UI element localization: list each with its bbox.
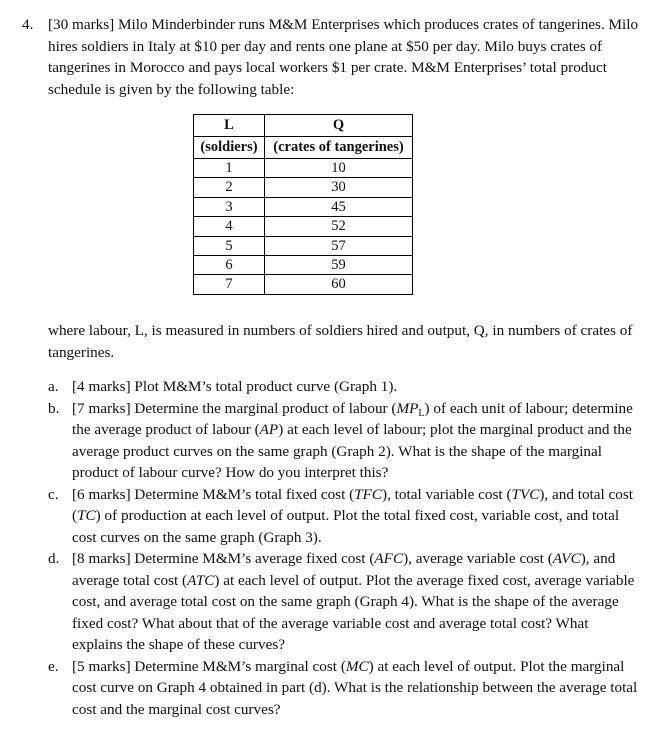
table-row — [194, 217, 413, 236]
avc-symbol: AVC — [552, 550, 581, 567]
cell-q: 10 — [265, 159, 413, 178]
part-c-text-3: ), and total cost ( — [72, 485, 633, 524]
part-e-text-1: [5 marks] Determine M&M’s marginal cost ( — [72, 657, 346, 675]
part-b-text-3: ) at each level of labour; plot the marginal product and the average product curves on the same graph (Graph 2). What is the shape of the marginal product of labour curve? How do you interpret this? — [72, 421, 632, 481]
table-row — [194, 256, 413, 275]
cell-l: 7 — [194, 275, 265, 294]
cell-q: 57 — [265, 236, 413, 255]
part-b — [48, 398, 638, 484]
column-subheader-l: (soldiers) — [194, 137, 265, 159]
ap-symbol: AP — [259, 421, 279, 438]
cell-l: 1 — [194, 159, 265, 178]
column-subheader-q: (crates of tangerines) — [265, 137, 413, 159]
mp-subscript: L — [418, 407, 425, 419]
question-number: 4. — [22, 16, 34, 33]
table-row — [194, 275, 413, 294]
mc-symbol: MC — [345, 657, 369, 675]
part-a-label: a. — [48, 378, 59, 395]
total-product-table — [193, 114, 413, 295]
part-d — [48, 548, 638, 656]
table-row — [194, 197, 413, 216]
table-header-row-1 — [194, 115, 413, 137]
column-header-q: Q — [265, 115, 413, 137]
cell-q: 59 — [265, 256, 413, 275]
part-c-text-4: ) of production at each level of output. Plot the total fixed cost, variable cost, and total cost curves on the same graph (Graph 3). — [72, 507, 620, 546]
cell-l: 4 — [194, 217, 265, 236]
part-a — [48, 376, 638, 398]
cell-l: 2 — [194, 178, 265, 197]
cell-q: 52 — [265, 217, 413, 236]
part-d-text-3: ), and average total cost ( — [72, 550, 616, 589]
part-b-text-1: [7 marks] Determine the marginal product of labour ( — [72, 399, 397, 417]
cell-l: 5 — [194, 236, 265, 255]
tc-symbol: TC — [77, 507, 96, 524]
part-a-text: [4 marks] Plot M&M’s total product curve (Graph 1). — [72, 378, 398, 395]
column-header-l: L — [194, 115, 265, 137]
part-d-text-2: ), average variable cost ( — [403, 550, 553, 567]
part-d-text-1: [8 marks] Determine M&M’s average fixed cost ( — [72, 550, 375, 567]
tfc-symbol: TFC — [354, 485, 383, 503]
part-e-text-2: ) at each level of output. Plot the marginal cost curve on Graph 4 obtained in part (d). What is the relationship between the average total cost and the marginal cost curves? — [72, 657, 638, 718]
cell-l: 6 — [194, 256, 265, 275]
cell-q: 45 — [265, 197, 413, 216]
table-row — [194, 178, 413, 197]
atc-symbol: ATC — [187, 571, 215, 589]
table-row — [194, 236, 413, 255]
question-text: [30 marks] Milo Minderbinder runs M&M Enterprises which produces crates of tangerines. Milo hires soldiers in Italy at $10 per day and rents one plane at $50 per day. Milo buys crates of tangerines in Morocco and pays local workers $1 per crate. M&M Enterprises’ total product schedule is given by the following table: — [48, 16, 639, 98]
part-d-label: d. — [48, 550, 60, 567]
part-c-text-1: [6 marks] Determine M&M’s total fixed cost ( — [72, 485, 355, 503]
table-explanation: where labour, L, is measured in numbers of soldiers hired and output, Q, in numbers of crates of tangerines. — [48, 322, 633, 361]
question-header — [22, 14, 642, 100]
part-c-text-2: ), total variable cost ( — [382, 485, 512, 503]
tvc-symbol: TVC — [511, 485, 540, 503]
part-b-label: b. — [48, 399, 60, 417]
part-c — [48, 484, 638, 549]
mp-symbol: MP — [396, 399, 419, 417]
part-c-label: c. — [48, 485, 59, 503]
part-d-text-4: ) at each level of output. Plot the average fixed cost, average variable cost, and average total cost on the same graph (Graph 4). What is the shape of the average fixed cost? What about that of the average variable cost and average total cost? What explains the shape of these curves? — [72, 571, 635, 653]
table-header-row-2 — [194, 137, 413, 159]
cell-q: 30 — [265, 178, 413, 197]
part-e-label: e. — [48, 657, 59, 675]
part-b-text-2: ) of each unit of labour; determine the average product of labour ( — [72, 399, 633, 438]
part-e — [48, 656, 638, 721]
question-parts — [48, 376, 638, 720]
afc-symbol: AFC — [374, 550, 404, 567]
cell-l: 3 — [194, 197, 265, 216]
table-row — [194, 159, 413, 178]
cell-q: 60 — [265, 275, 413, 294]
